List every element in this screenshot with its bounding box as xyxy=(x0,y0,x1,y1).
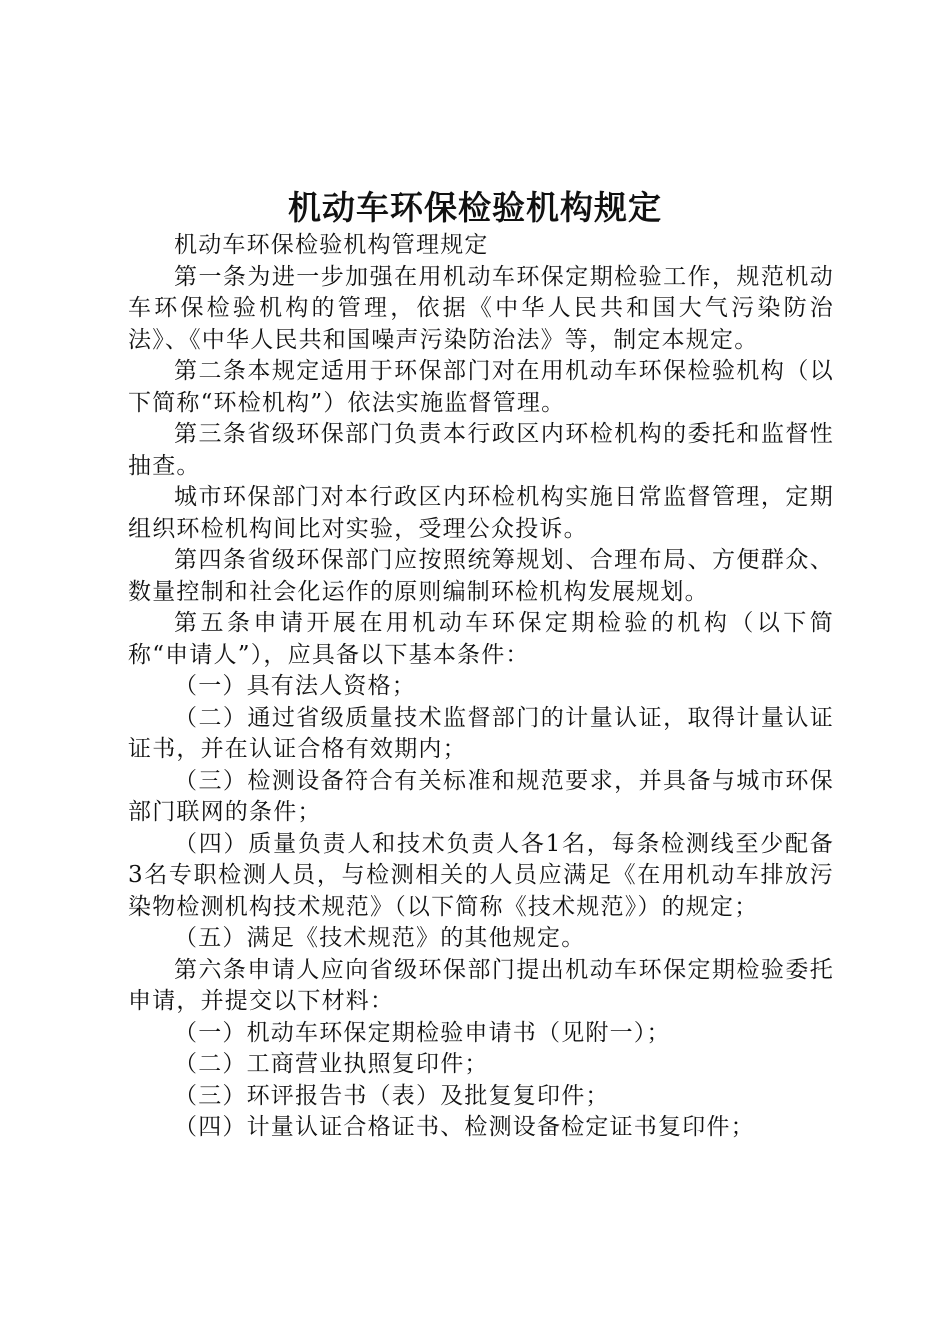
paragraph-article-3: 第三条省级环保部门负责本行政区内环检机构的委托和监督性抽查。 xyxy=(128,421,834,479)
list-item: （一）机动车环保定期检验申请书（见附一）； xyxy=(174,1019,671,1046)
paragraph-article-6: 第六条申请人应向省级环保部门提出机动车环保定期检验委托申请，并提交以下材料： xyxy=(128,956,834,1014)
list-item: （四）质量负责人和技术负责人各1名，每条检测线至少配备3名专职检测人员，与检测相关的人员应满足《在用机动车排放污染物检测机构技术规范》（以下简称《技术规范》）的规定； xyxy=(128,830,834,920)
list-item: （二）通过省级质量技术监督部门的计量认证，取得计量认证证书，并在认证合格有效期内； xyxy=(128,704,834,762)
paragraph-article-4: 第四条省级环保部门应按照统筹规划、合理布局、方便群众、数量控制和社会化运作的原则编制环检机构发展规划。 xyxy=(128,547,834,605)
list-item: （四）计量认证合格证书、检测设备检定证书复印件； xyxy=(174,1114,755,1140)
paragraph-article-5: 第五条申请开展在用机动车环保定期检验的机构（以下简称“申请人”），应具备以下基本条件： xyxy=(128,610,834,668)
paragraph-article-1: 第一条为进一步加强在用机动车环保定期检验工作，规范机动车环保检验机构的管理，依据《中华人民共和国大气污染防治法》、《中华人民共和国噪声污染防治法》等，制定本规定。 xyxy=(128,263,834,353)
paragraph-article-2: 第二条本规定适用于环保部门对在用机动车环保检验机构（以下简称“环检机构”）依法实施监督管理。 xyxy=(128,358,834,416)
list-item: （五）满足《技术规范》的其他规定。 xyxy=(174,925,586,951)
list-item: （三）检测设备符合有关标准和规范要求，并具备与城市环保部门联网的条件； xyxy=(128,767,834,825)
document-body xyxy=(128,230,834,1144)
list-item: （三）环评报告书（表）及批复复印件； xyxy=(174,1082,610,1109)
paragraph-city-supervision: 城市环保部门对本行政区内环检机构实施日常监督管理，定期组织环检机构间比对实验，受理公众投诉。 xyxy=(128,484,834,542)
list-item: （一）具有法人资格； xyxy=(174,673,416,699)
paragraph-subtitle: 机动车环保检验机构管理规定 xyxy=(174,232,489,258)
document-title: 机动车环保检验机构规定 xyxy=(288,188,662,227)
list-item: （二）工商营业执照复印件； xyxy=(174,1051,489,1077)
